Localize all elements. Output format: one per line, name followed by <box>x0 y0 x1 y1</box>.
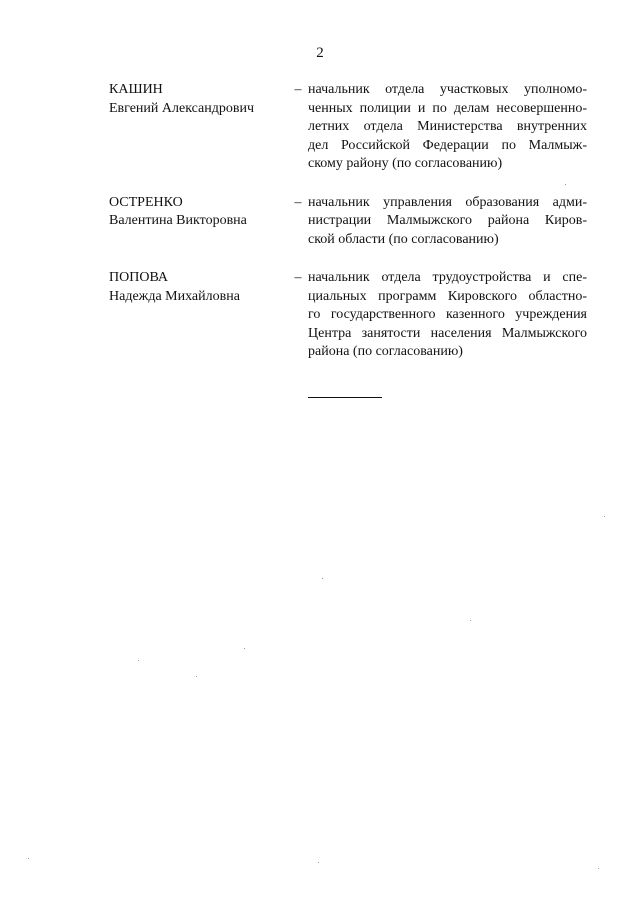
position-line: циальных программ Кировского областно- <box>308 288 587 304</box>
scan-speck <box>196 676 197 677</box>
member-surname: ПОПОВА <box>109 270 169 285</box>
entry-dash: – <box>294 194 302 210</box>
page-number: 2 <box>316 45 324 61</box>
position-line: го государственного казенного учреждения <box>308 307 587 322</box>
position-line: ченных полиции и по делам несовершенно- <box>308 100 587 116</box>
position-line: начальник управления образования адми- <box>308 194 587 210</box>
scan-speck <box>244 648 245 649</box>
member-given-names: Евгений Александрович <box>109 100 255 116</box>
member-given-names: Надежда Михайловна <box>109 288 240 304</box>
end-rule <box>308 397 382 398</box>
member-given-names: Валентина Викторовна <box>109 213 247 228</box>
member-surname: ОСТРЕНКО <box>109 194 183 210</box>
position-line: начальник отдела трудоустройства и спе- <box>308 270 587 285</box>
scan-speck <box>598 868 599 869</box>
position-line: скому району (по согласованию) <box>308 156 503 171</box>
member-entry <box>109 269 587 362</box>
member-position <box>308 269 587 362</box>
position-line: ской области (по согласованию) <box>308 231 499 247</box>
position-line: дел Российской Федерации по Малмыж- <box>308 137 587 153</box>
position-line: Центра занятости населения Малмыжского <box>308 325 587 341</box>
position-line: начальник отдела участковых уполномо- <box>308 82 587 97</box>
position-line: летних отдела Министерства внутренних <box>308 119 587 134</box>
scan-speck <box>470 620 471 621</box>
scan-speck <box>138 660 139 661</box>
member-entry <box>109 194 587 250</box>
position-line: нистрации Малмыжского района Киров- <box>308 213 587 228</box>
entry-dash: – <box>294 82 302 97</box>
scan-speck <box>318 862 319 863</box>
member-roster <box>109 81 587 362</box>
scan-speck <box>604 516 605 517</box>
scan-speck <box>322 578 323 579</box>
member-position <box>308 81 587 174</box>
scan-speck <box>565 184 566 185</box>
member-person <box>109 269 284 306</box>
member-person <box>109 194 284 231</box>
entry-dash: – <box>294 270 302 285</box>
member-position <box>308 194 587 250</box>
scan-speck <box>28 858 29 859</box>
member-person <box>109 81 284 118</box>
position-line: района (по согласованию) <box>308 344 463 359</box>
member-surname: КАШИН <box>109 82 163 97</box>
member-entry <box>109 81 587 174</box>
